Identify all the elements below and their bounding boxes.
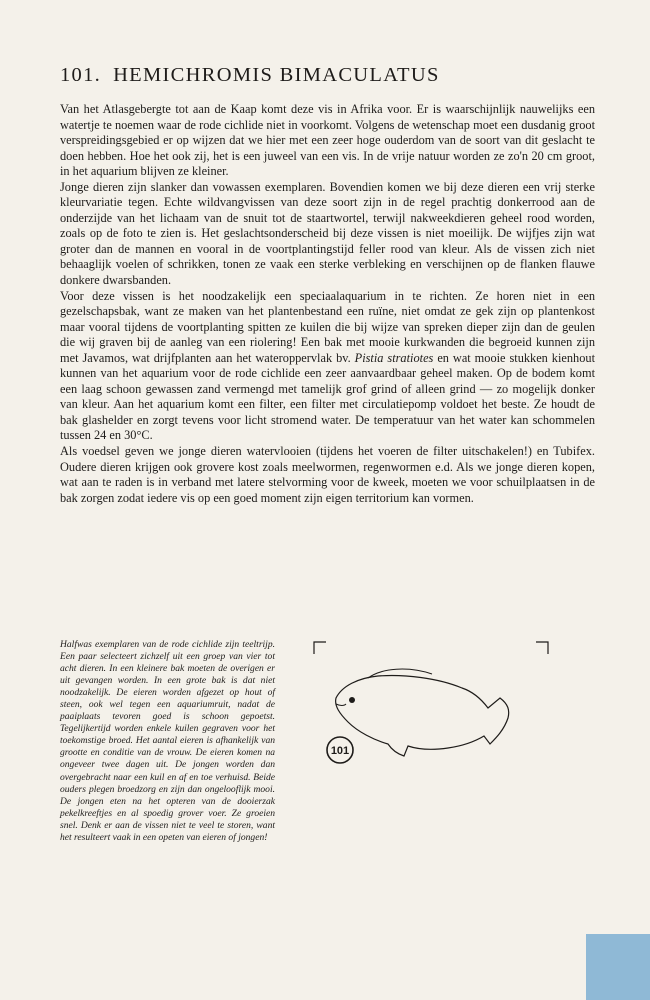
figure-number-badge — [327, 737, 353, 763]
paragraph-aquarium-part-1: Voor deze vissen is het noodzakelijk een speciaalaquarium in te richten. Ze horen niet in een gezelschapsbak, want ze maken van het plantenbestand een ruïne, niet omdat ze gek zijn op plantenkost maar vooral tijdens de voortplanting spitten ze kuilen die bij wijze van spreken dieper zijn dan de geulen die wij graven bij de aanleg van een riolering! Een bak met mooie kurkwanden die begroeid kunnen zijn met Javamos, wat drijfplanten aan het wateroppervlak bv. — [60, 288, 595, 365]
article-title — [60, 64, 600, 87]
fish-figure — [312, 640, 550, 780]
plant-name: Pistia stratiotes — [354, 350, 434, 365]
paragraph-feeding: Als voedsel geven we jonge dieren watervlooien (tijdens het voeren de filter uitschakelen!) en Tubifex. Oudere dieren krijgen ook grovere kost zoals meelwormen, regenwormen e.d. Als we jonge dieren kopen, wat aan te raden is in verband met latere stelvorming voor de kweek, moeten we voor schuilplaatsen in de bak zorgen zodat iedere vis op een goed moment zijn eigen territorium kan vormen. — [60, 444, 595, 505]
paragraph-aquarium — [60, 289, 595, 444]
species-name: HEMICHROMIS BIMACULATUS — [113, 64, 440, 86]
article-body — [60, 102, 595, 506]
fish-figure-svg — [312, 640, 550, 780]
crop-mark-top-left — [314, 642, 326, 654]
figure-number: 101 — [330, 745, 350, 757]
article-number: 101. — [60, 64, 102, 86]
page-corner-tab — [586, 934, 650, 1000]
paragraph-appearance: Jonge dieren zijn slanker dan vowassen exemplaren. Bovendien komen we bij deze dieren een vrij sterke kleurvariatie tegen. Echte wildvangvissen van deze soort zijn in de regel prachtig donkerrood aan de onderzijde van het lichaam van de snuit tot de staartwortel, terwijl nakweekdieren geheel rood worden, zoals op de foto te zien is. Het geslachtsonderscheid bij deze vissen is niet moeilijk. De wijfjes zijn wat groter dan de mannen en vooral in de voortplantingstijd feller rood van kleur. Als de vissen zich niet behaaglijk voelen of schrikken, tonen ze vaak een sterke verbleking en verschijnen op de flanken flauwe donkere dwarsbanden. — [60, 179, 595, 288]
paragraph-distribution: Van het Atlasgebergte tot aan de Kaap komt deze vis in Afrika voor. Er is waarschijnlijk nauwelijks een watertje te noemen waar de rode cichlide niet in voorkomt. Volgens de wetenschap moet een dusdanig groot verspreidingsgebied er op wijzen dat we hier met een zeer hoge ouderdom van de soort van dit geslacht te doen hebben. Hoe het ook zij, het is een juweel van een vis. In de vrije natuur worden ze zo'n 20 cm groot, in het aquarium blijven ze kleiner. — [60, 102, 595, 179]
paragraph-aquarium-part-2: en wat mooie stukken kienhout kunnen van het aquarium voor de rode cichlide een zeer aanvaardbaar geheel maken. Op de bodem komt een laag schoon gewassen zand vermengd met tamelijk grof grind of alleen grind — zo mogelijk donker van kleur. Aan het aquarium komt een filter, een filter met circulatiepomp voldoet het beste. Ze houdt de bak glashelder en zorgt tevens voor licht stromend water. De temperatuur van het water kan schommelen tussen 24 en 30°C. — [60, 350, 595, 443]
fish-outline-icon — [336, 669, 509, 756]
figure-caption — [60, 639, 275, 844]
crop-mark-top-right — [536, 642, 548, 654]
caption-text: Halfwas exemplaren van de rode cichlide zijn teeltrijp. Een paar selecteert zichzelf uit een groep van vier tot acht dieren. In een kleinere bak moeten de overigen er uit gevangen worden. In een grote bak is dat niet noodzakelijk. De eieren worden afgezet op hout of steen, ook wel tegen een aquariumruit, nadat de paaiplaats tevoren goed is schoon gepoetst. Tegelijkertijd worden enkele kuilen gegraven voor het toekomstige broed. Het aantal eieren is afhankelijk van grootte en conditie van de vrouw. De eieren komen na ongeveer twee dagen uit. De jongen worden dan overgebracht naar een kuil en af en toe verhuisd. Beide ouders plegen broedzorg en zijn dan ongelooflijk mooi. De jongen eten na het opteren van de dooierzak pekelkreeftjes en al spoedig grover voer. Ze groeien snel. Denk er aan de vissen niet te veel te storen, want het resulteert vaak in een opeten van eieren of jongen! — [60, 639, 275, 843]
